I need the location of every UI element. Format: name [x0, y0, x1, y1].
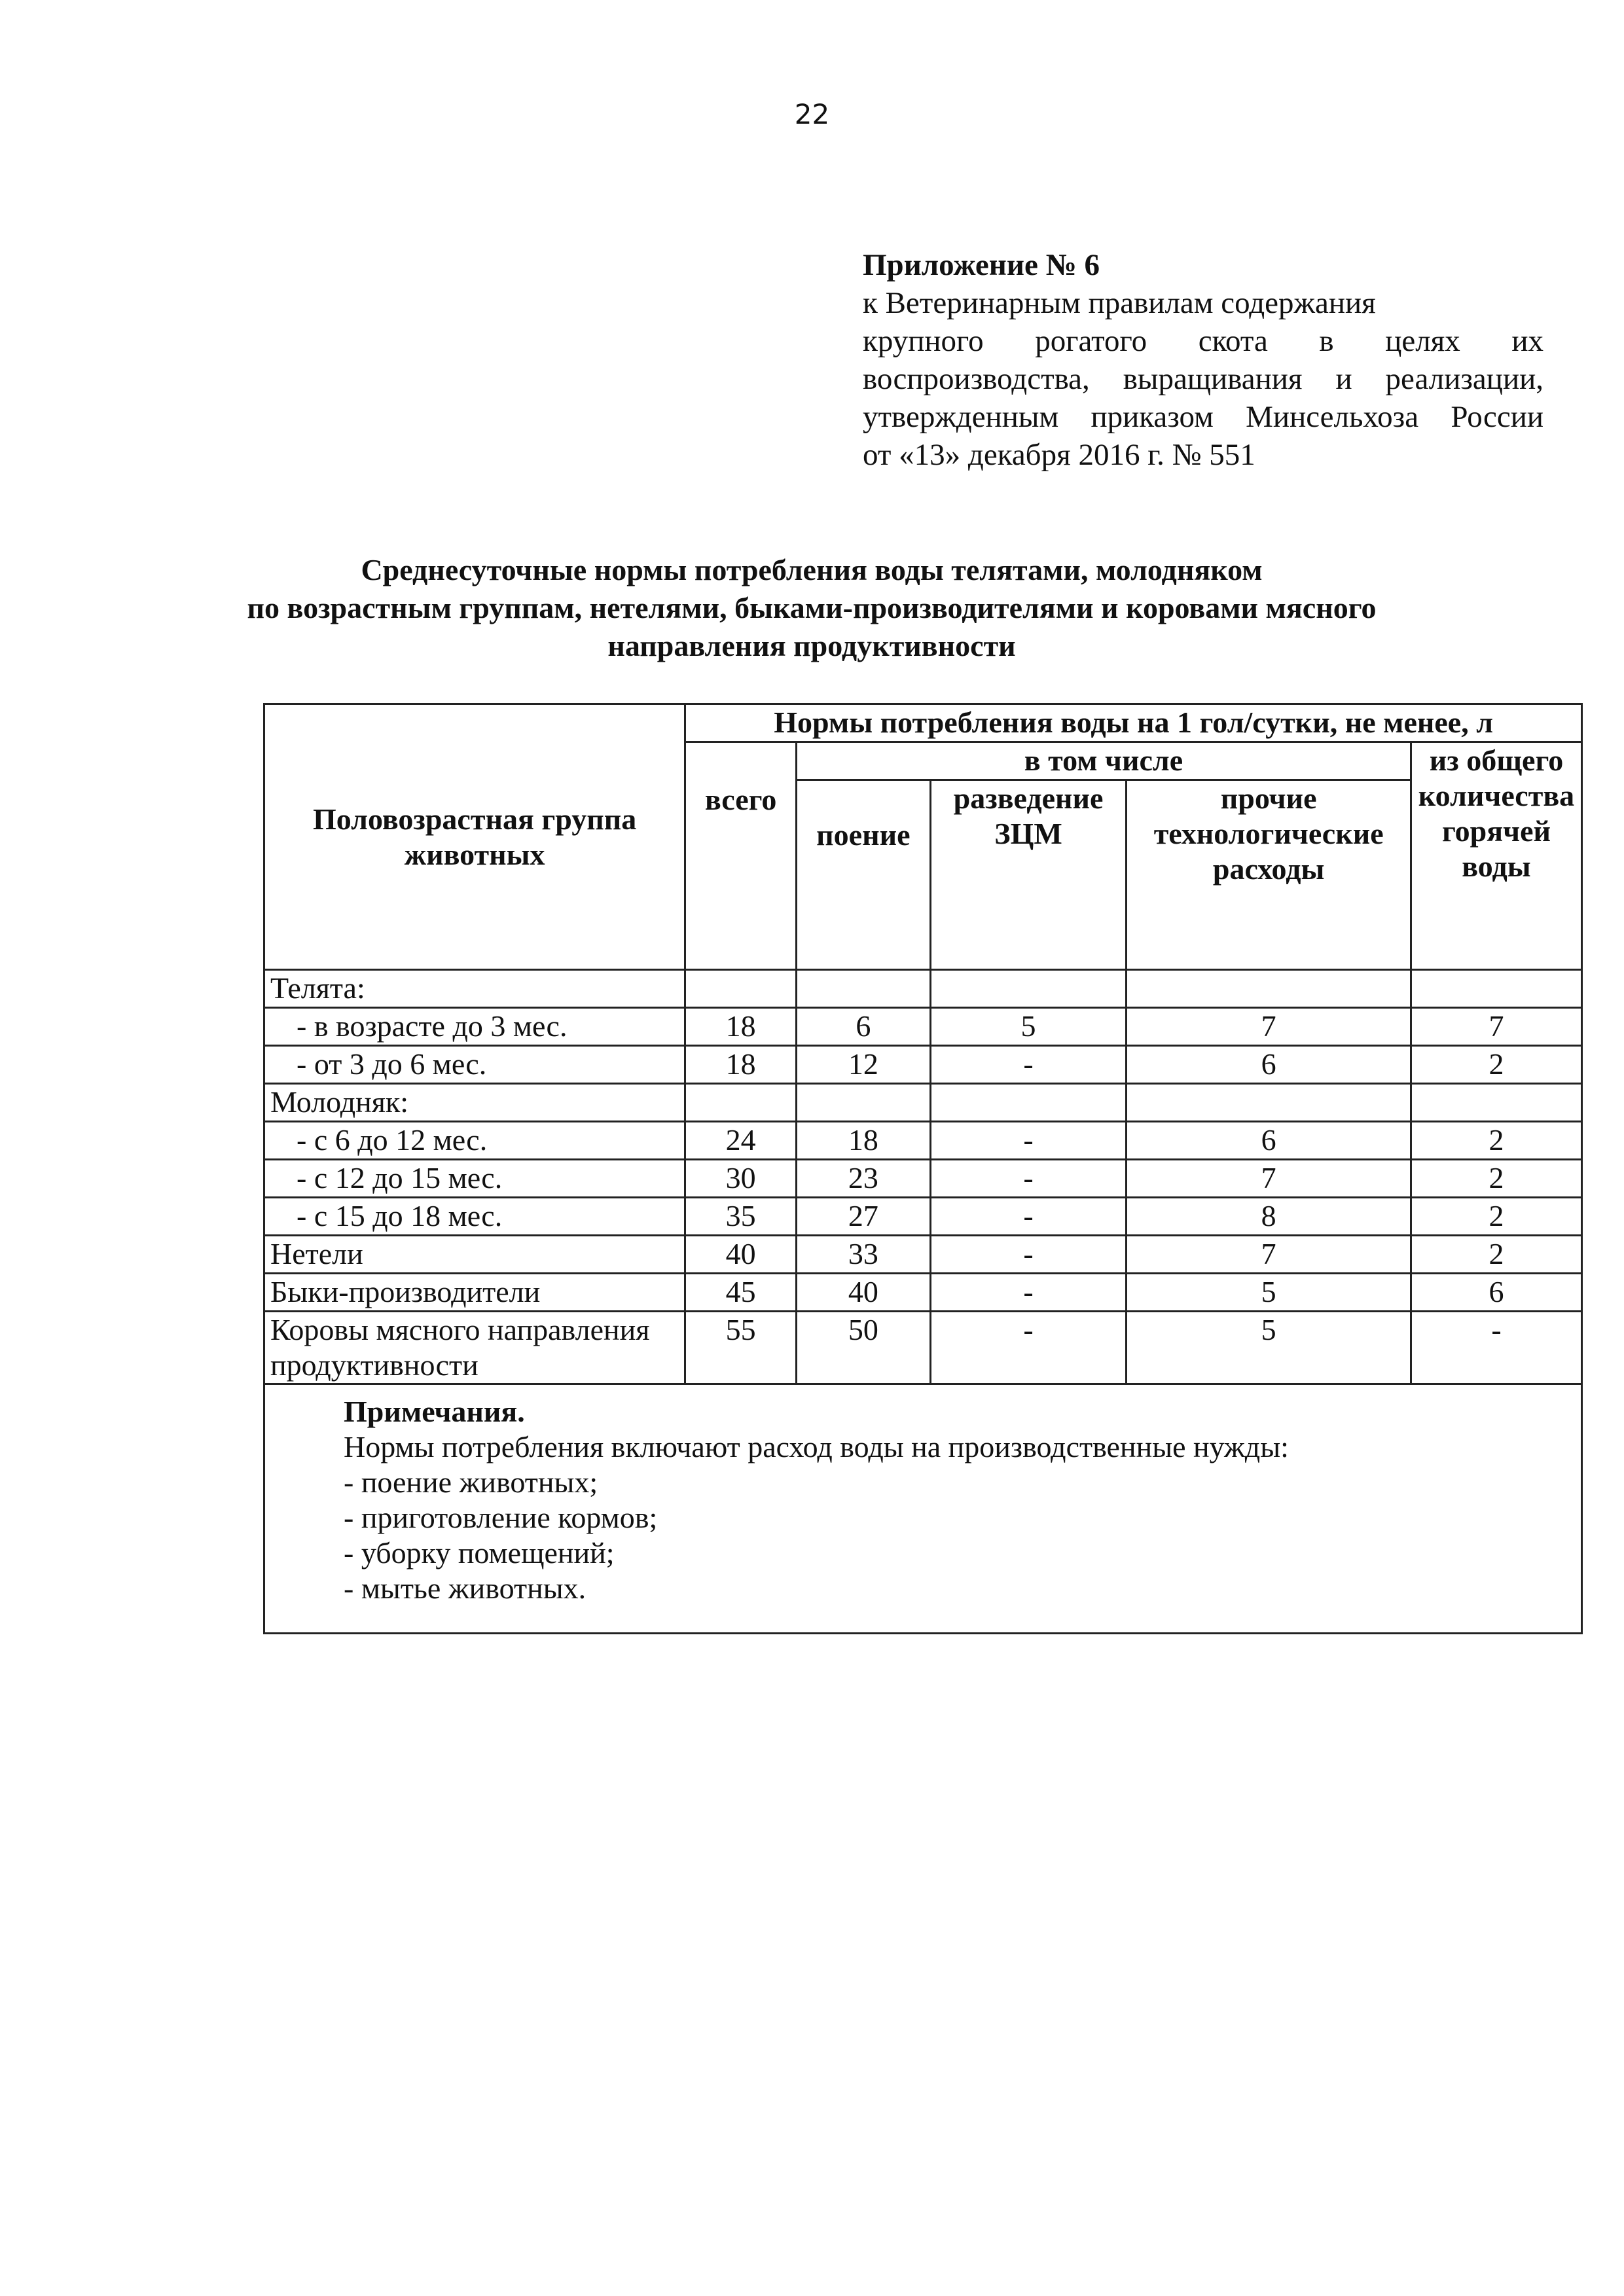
table-row: [264, 1274, 1582, 1312]
cell-drinking: 12: [796, 1046, 930, 1084]
notes-line: - мытье животных.: [344, 1571, 586, 1605]
table-row: [264, 970, 1582, 1008]
cell-hot: 2: [1411, 1236, 1581, 1274]
document-title-line: Среднесуточные нормы потребления воды телятами, молодняком: [361, 553, 1263, 586]
cell-total: 40: [685, 1236, 797, 1274]
cell-hot: 6: [1411, 1274, 1581, 1312]
notes-title: Примечания.: [344, 1395, 525, 1428]
cell-drinking: 33: [796, 1236, 930, 1274]
water-norms-table: [263, 703, 1583, 1634]
cell-zcm: [930, 1084, 1127, 1122]
appendix-line: крупного рогатого скота в целях их: [863, 324, 1543, 358]
table-row: [264, 1198, 1582, 1236]
cell-zcm: -: [930, 1122, 1127, 1160]
cell-drinking: [796, 1084, 930, 1122]
document-title-line: направления продуктивности: [607, 629, 1016, 662]
header-drinking: [796, 780, 930, 970]
table-row: [264, 1084, 1582, 1122]
cell-other: 6: [1127, 1046, 1411, 1084]
header-drinking-label: поение: [816, 818, 911, 852]
appendix-line: от «13» декабря 2016 г. № 551: [863, 438, 1255, 472]
table-row: [264, 1046, 1582, 1084]
cell-hot: [1411, 1084, 1581, 1122]
cell-animal-group: - в возрасте до 3 мес.: [264, 1008, 685, 1046]
cell-total: 18: [685, 1046, 797, 1084]
cell-total: 18: [685, 1008, 797, 1046]
cell-drinking: 50: [796, 1312, 930, 1384]
document-title: [196, 551, 1427, 665]
cell-hot: 2: [1411, 1160, 1581, 1198]
cell-drinking: 18: [796, 1122, 930, 1160]
header-including: в том числе: [796, 742, 1411, 780]
cell-total: [685, 1084, 797, 1122]
appendix-line: утвержденным приказом Минсельхоза России: [863, 400, 1543, 434]
cell-other: [1127, 1084, 1411, 1122]
cell-zcm: [930, 970, 1127, 1008]
cell-hot: 2: [1411, 1046, 1581, 1084]
cell-hot: [1411, 970, 1581, 1008]
appendix-line: к Ветеринарным правилам содержания: [863, 286, 1376, 320]
table-row: [264, 1312, 1582, 1384]
cell-other: 6: [1127, 1122, 1411, 1160]
cell-total: 55: [685, 1312, 797, 1384]
document-title-line: по возрастным группам, нетелями, быками-производителями и коровами мясного: [247, 591, 1377, 624]
page-number: 22: [794, 98, 830, 130]
cell-total: [685, 970, 797, 1008]
notes-line: - приготовление кормов;: [344, 1501, 658, 1534]
cell-total: 45: [685, 1274, 797, 1312]
notes-cell: [264, 1384, 1582, 1634]
cell-animal-group: Коровы мясного направления продуктивности: [264, 1312, 685, 1384]
cell-drinking: 6: [796, 1008, 930, 1046]
cell-hot: 2: [1411, 1122, 1581, 1160]
header-total-label: всего: [704, 783, 777, 816]
cell-animal-group: - с 15 до 18 мес.: [264, 1198, 685, 1236]
cell-animal-group: Быки-производители: [264, 1274, 685, 1312]
notes-line: - поение животных;: [344, 1465, 598, 1499]
appendix-line: воспроизводства, выращивания и реализации,: [863, 362, 1543, 396]
cell-hot: 2: [1411, 1198, 1581, 1236]
cell-other: 5: [1127, 1274, 1411, 1312]
cell-hot: 7: [1411, 1008, 1581, 1046]
notes-line: Нормы потребления включают расход воды на производственные нужды:: [344, 1430, 1289, 1463]
cell-zcm: -: [930, 1236, 1127, 1274]
cell-hot: -: [1411, 1312, 1581, 1384]
cell-animal-group: - с 12 до 15 мес.: [264, 1160, 685, 1198]
cell-other: 8: [1127, 1198, 1411, 1236]
cell-animal-group: Телята:: [264, 970, 685, 1008]
cell-animal-group: Нетели: [264, 1236, 685, 1274]
header-other: прочие технологические расходы: [1127, 780, 1411, 970]
table-row: [264, 1236, 1582, 1274]
cell-zcm: -: [930, 1160, 1127, 1198]
cell-drinking: 27: [796, 1198, 930, 1236]
header-zcm: разведение ЗЦМ: [930, 780, 1127, 970]
cell-drinking: [796, 970, 930, 1008]
cell-animal-group: Молодняк:: [264, 1084, 685, 1122]
cell-total: 35: [685, 1198, 797, 1236]
cell-zcm: -: [930, 1274, 1127, 1312]
cell-other: [1127, 970, 1411, 1008]
cell-zcm: 5: [930, 1008, 1127, 1046]
cell-zcm: -: [930, 1198, 1127, 1236]
table-body: [264, 970, 1582, 1384]
cell-animal-group: - от 3 до 6 мес.: [264, 1046, 685, 1084]
appendix-title: Приложение № 6: [863, 248, 1100, 282]
table-row: [264, 1160, 1582, 1198]
cell-animal-group: - с 6 до 12 мес.: [264, 1122, 685, 1160]
table-row: [264, 1008, 1582, 1046]
cell-zcm: -: [930, 1046, 1127, 1084]
header-norms-title: Нормы потребления воды на 1 гол/сутки, не менее, л: [685, 704, 1582, 742]
cell-other: 7: [1127, 1236, 1411, 1274]
cell-other: 7: [1127, 1160, 1411, 1198]
cell-other: 7: [1127, 1008, 1411, 1046]
cell-drinking: 40: [796, 1274, 930, 1312]
cell-total: 30: [685, 1160, 797, 1198]
header-hot-water: из общего количества горячей воды: [1411, 742, 1581, 970]
header-animal-group: Половозрастная группа животных: [264, 704, 685, 970]
appendix-block: [863, 246, 1543, 474]
header-total: [685, 742, 797, 970]
table-row: [264, 1122, 1582, 1160]
notes-line: - уборку помещений;: [344, 1536, 615, 1570]
cell-zcm: -: [930, 1312, 1127, 1384]
cell-total: 24: [685, 1122, 797, 1160]
cell-other: 5: [1127, 1312, 1411, 1384]
cell-drinking: 23: [796, 1160, 930, 1198]
